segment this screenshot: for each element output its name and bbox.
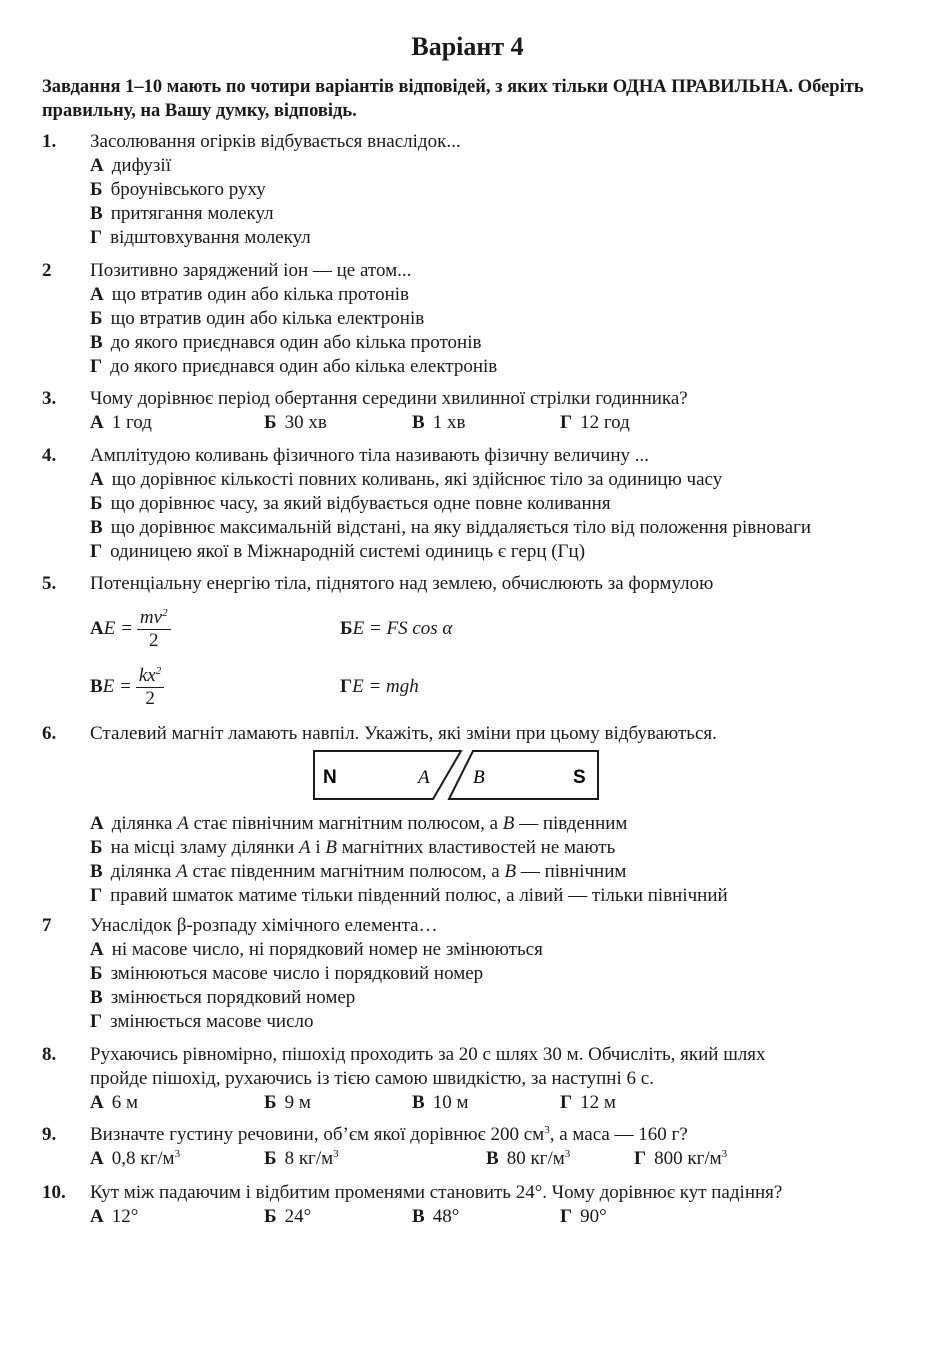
question-6 xyxy=(42,722,892,746)
magnet-label-a: A xyxy=(418,767,430,788)
question-text: Амплітудою коливань фізичного тіла називають фізичну величину ... xyxy=(90,445,650,466)
question-number: 9. xyxy=(42,1124,57,1145)
option-a: А що втратив один або кілька протонів xyxy=(90,284,410,305)
option-v: В змінюється порядковий номер xyxy=(90,987,356,1008)
option-g: Г 90° xyxy=(560,1206,607,1227)
question-text-line-2: пройде пішохід, рухаючись із тією самою швидкістю, за наступні 6 с. xyxy=(90,1068,654,1089)
question-text: Кут між падаючим і відбитим променями становить 24°. Чому дорівнює кут падіння? xyxy=(90,1182,783,1203)
option-v: В 48° xyxy=(412,1206,460,1227)
question-number: 1. xyxy=(42,131,57,152)
question-8 xyxy=(42,1043,892,1115)
fraction: $\frac{mv^2}{2}$ xyxy=(137,607,171,652)
question-text: Чому дорівнює період обертання середини хвилинної стрілки годинника? xyxy=(90,388,688,409)
option-b: Б 9 м xyxy=(264,1092,311,1113)
option-b: Б 24° xyxy=(264,1206,312,1227)
option-b: Б броунівського руху xyxy=(90,179,266,200)
question-number: 10. xyxy=(42,1182,66,1203)
instructions: Завдання 1–10 мають по чотири варіантів відповідей, з яких тільки ОДНА ПРАВИЛЬНА. Оберіть правильну, на Вашу думку, відповідь. xyxy=(42,77,864,121)
question-number: 7 xyxy=(42,915,52,936)
question-text-line-1: Рухаючись рівномірно, пішохід проходить за 20 с шлях 30 м. Обчисліть, який шлях xyxy=(90,1044,766,1065)
option-g: Г правий шматок матиме тільки південний полюс, а лівий — тільки північний xyxy=(90,885,728,906)
question-2 xyxy=(42,259,892,379)
question-text: Засолювання огірків відбувається внаслідок... xyxy=(90,131,461,152)
option-a: А 1 год xyxy=(90,412,152,433)
question-text: Потенціальну енергію тіла, піднятого над землею, обчислюють за формулою xyxy=(90,573,714,594)
option-a: А E = $\frac{mv^2}{2}$ xyxy=(90,600,171,658)
option-a: А ні масове число, ні порядковий номер не змінюються xyxy=(90,939,543,960)
option-a: А дифузії xyxy=(90,155,171,176)
magnet-label-s: S xyxy=(573,767,586,788)
question-number: 2 xyxy=(42,260,52,281)
question-number: 8. xyxy=(42,1044,57,1065)
question-3 xyxy=(42,387,892,435)
formula-lhs: E = xyxy=(102,676,132,697)
option-g: Г E = mgh xyxy=(340,676,419,697)
option-v: В 80 $кг/м^3$ xyxy=(486,1148,571,1169)
option-b: Б змінюються масове число і порядковий номер xyxy=(90,963,484,984)
option-v: В 10 м xyxy=(412,1092,469,1113)
option-b: Б 30 хв xyxy=(264,412,327,433)
option-b: Б на місці зламу ділянки A і B магнітних властивостей не мають xyxy=(90,837,616,858)
question-10 xyxy=(42,1181,892,1229)
question-4 xyxy=(42,444,892,564)
option-b: Б що втратив один або кілька електронів xyxy=(90,308,425,329)
fraction: $\frac{kx^2}{2}$ xyxy=(136,665,164,710)
option-g: Г змінюється масове число xyxy=(90,1011,314,1032)
question-9 xyxy=(42,1123,892,1171)
option-b: Б E = FS cos α xyxy=(340,618,453,639)
option-v: В притягання молекул xyxy=(90,203,274,224)
question-1 xyxy=(42,130,892,250)
option-v: В 1 хв xyxy=(412,412,466,433)
option-g: Г 12 м xyxy=(560,1092,616,1113)
broken-magnet-diagram xyxy=(313,750,599,800)
magnet-label-n: N xyxy=(323,767,337,788)
option-g: Г 800 $кг/м^3$ xyxy=(634,1148,728,1169)
formula-lhs: E = xyxy=(103,618,133,639)
option-a: А 0,8 $кг/м^3$ xyxy=(90,1148,181,1169)
question-6-options xyxy=(42,812,892,908)
option-g: Г 12 год xyxy=(560,412,630,433)
question-7 xyxy=(42,914,892,1034)
option-a: А 12° xyxy=(90,1206,139,1227)
option-v: В до якого приєднався один або кілька протонів xyxy=(90,332,482,353)
question-number: 5. xyxy=(42,573,57,594)
option-g: Г одиницею якої в Міжнародній системі одиниць є герц (Гц) xyxy=(90,541,586,562)
option-b: Б 8 $кг/м^3$ xyxy=(264,1148,339,1169)
option-g: Г відштовхування молекул xyxy=(90,227,311,248)
question-number: 4. xyxy=(42,445,57,466)
question-text: Сталевий магніт ламають навпіл. Укажіть, які зміни при цьому відбуваються. xyxy=(90,723,717,744)
question-5 xyxy=(42,572,892,716)
option-v: В ділянка A стає південним магнітним полюсом, а B — північним xyxy=(90,861,627,882)
question-text: Визначте густину речовини, об’єм якої дорівнює 200 $см^3$, а маса — 160 г? xyxy=(90,1124,688,1145)
page-title: Варіант 4 xyxy=(411,32,524,61)
option-v: В E = $\frac{kx^2}{2}$ xyxy=(90,658,164,716)
question-text: Позитивно заряджений іон — це атом... xyxy=(90,260,412,281)
option-b: Б що дорівнює часу, за який відбувається одне повне коливання xyxy=(90,493,611,514)
option-a: А 6 м xyxy=(90,1092,139,1113)
option-v: В що дорівнює максимальній відстані, на яку віддаляється тіло від положення рівноваги xyxy=(90,517,812,538)
option-a: А що дорівнює кількості повних коливань, які здійснює тіло за одиницю часу xyxy=(90,469,723,490)
option-a: А ділянка A стає північним магнітним полюсом, а B — південним xyxy=(90,813,628,834)
question-text: Унаслідок β-розпаду хімічного елемента… xyxy=(90,915,438,936)
question-number: 6. xyxy=(42,723,57,744)
question-number: 3. xyxy=(42,388,57,409)
magnet-label-b: B xyxy=(473,767,485,788)
option-g: Г до якого приєднався один або кілька електронів xyxy=(90,356,498,377)
